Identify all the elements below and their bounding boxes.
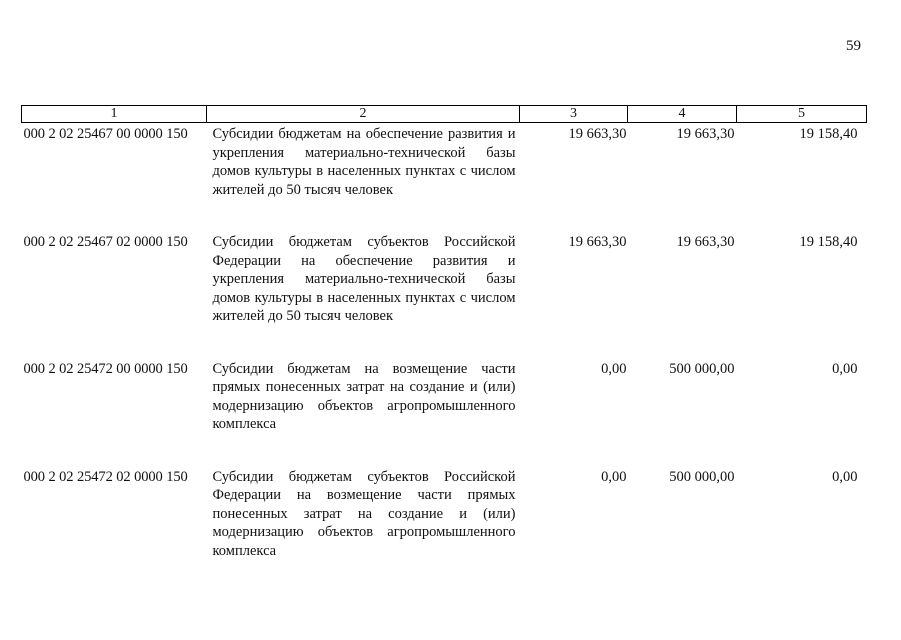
budget-code-cell: 000 2 02 25472 02 0000 150 [23,468,188,485]
value-cell-col3: 19 663,30 [568,234,627,250]
value-cell-col3: 0,00 [601,468,627,485]
value-cell-col5: 19 158,40 [799,234,858,250]
budget-table [21,105,867,594]
description-cell: Субсидии бюджетам на возмещение части прямых понесенных затрат на создание и (или) модернизацию объектов агропромышленного комплекса [212,360,516,432]
table-row [22,123,867,234]
value-cell-col4: 19 663,30 [676,234,735,250]
value-cell-col5: 0,00 [832,360,858,377]
value-cell-col4: 500 000,00 [669,468,735,485]
page-number: 59 [846,38,861,54]
budget-code-cell: 000 2 02 25467 00 0000 150 [23,126,188,142]
description-cell: Субсидии бюджетам субъектов Российской Федерации на обеспечение развития и укрепления материально-технической базы домов культуры в населенных пунктах с числом жителей до 50 тысяч человек [212,234,516,324]
table-row [22,233,867,360]
value-cell-col4: 500 000,00 [669,360,735,377]
column-header-4: 4 [628,106,737,123]
description-cell: Субсидии бюджетам субъектов Российской Федерации на возмещение части прямых понесенных затрат на создание и (или) модернизацию объектов агропромышленного комплекса [212,468,516,559]
value-cell-col5: 0,00 [832,468,858,485]
column-header-3: 3 [520,106,628,123]
table-header-row [22,106,867,123]
value-cell-col3: 0,00 [601,360,627,377]
column-header-2: 2 [207,106,520,123]
column-header-1: 1 [22,106,207,123]
value-cell-col5: 19 158,40 [799,126,858,142]
table-row [22,468,867,595]
value-cell-col3: 19 663,30 [568,126,627,142]
budget-code-cell: 000 2 02 25472 00 0000 150 [23,360,188,377]
column-header-5: 5 [737,106,867,123]
budget-code-cell: 000 2 02 25467 02 0000 150 [23,234,188,250]
table-row [22,360,867,468]
description-cell: Субсидии бюджетам на обеспечение развития и укрепления материально-технической базы домов культуры в населенных пунктах с числом жителей до 50 тысяч человек [212,126,516,198]
value-cell-col4: 19 663,30 [676,126,735,142]
